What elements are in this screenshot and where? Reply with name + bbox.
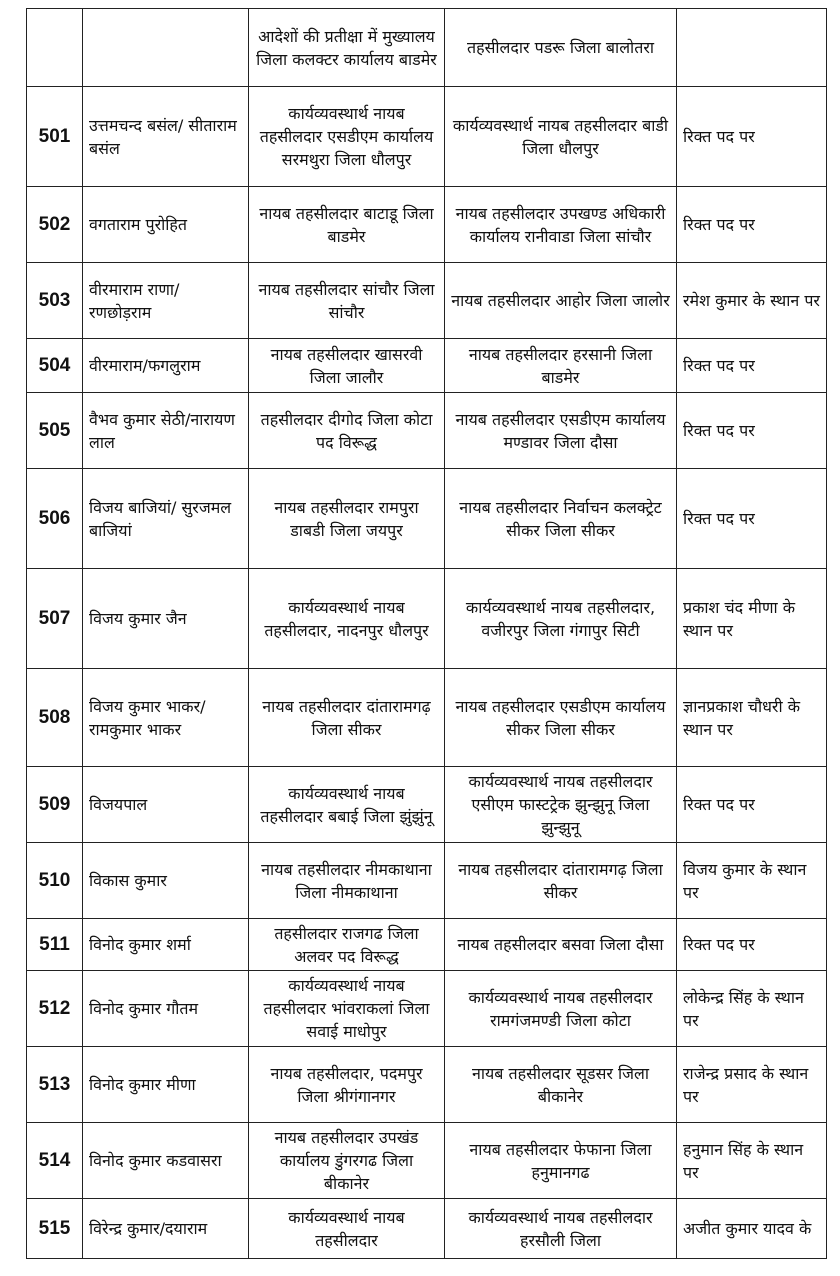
new-posting: नायब तहसीलदार आहोर जिला जालोर xyxy=(445,263,677,339)
remark: रिक्त पद पर xyxy=(677,469,827,569)
serial-number: 511 xyxy=(27,919,83,971)
remark: रिक्त पद पर xyxy=(677,339,827,393)
table-row xyxy=(27,569,827,669)
new-posting: नायब तहसीलदार दांतारामगढ़ जिला सीकर xyxy=(445,843,677,919)
remark xyxy=(677,9,827,87)
remark: रिक्त पद पर xyxy=(677,767,827,843)
current-posting: नायब तहसीलदार बाटाडू जिला बाडमेर xyxy=(249,187,445,263)
remark: अजीत कुमार यादव के xyxy=(677,1199,827,1259)
serial-number: 504 xyxy=(27,339,83,393)
table-row xyxy=(27,263,827,339)
current-posting: नायब तहसीलदार रामपुरा डाबडी जिला जयपुर xyxy=(249,469,445,569)
officer-name: वैभव कुमार सेठी/नारायण लाल xyxy=(83,393,249,469)
remark: हनुमान सिंह के स्थान पर xyxy=(677,1123,827,1199)
current-posting: नायब तहसीलदार दांतारामगढ़ जिला सीकर xyxy=(249,669,445,767)
officer-name: विरेन्द्र कुमार/दयाराम xyxy=(83,1199,249,1259)
current-posting: नायब तहसीलदार, पदमपुर जिला श्रीगंगानगर xyxy=(249,1047,445,1123)
current-posting: कार्यव्यवस्थार्थ नायब तहसीलदार बबाई जिला झुंझुंनू xyxy=(249,767,445,843)
current-posting: कार्यव्यवस्थार्थ नायब तहसीलदार एसडीएम कार्यालय सरमथुरा जिला धौलपुर xyxy=(249,87,445,187)
serial-number: 512 xyxy=(27,971,83,1047)
serial-number: 507 xyxy=(27,569,83,669)
remark: विजय कुमार के स्थान पर xyxy=(677,843,827,919)
new-posting: कार्यव्यवस्थार्थ नायब तहसीलदार एसीएम फास्टट्रेक झुन्झुनू जिला झुन्झुनू xyxy=(445,767,677,843)
new-posting: नायब तहसीलदार एसडीएम कार्यालय सीकर जिला सीकर xyxy=(445,669,677,767)
new-posting: नायब तहसीलदार हरसानी जिला बाडमेर xyxy=(445,339,677,393)
serial-number: 510 xyxy=(27,843,83,919)
new-posting: नायब तहसीलदार निर्वाचन कलक्ट्रेट सीकर जिला सीकर xyxy=(445,469,677,569)
transfer-list-page xyxy=(26,8,826,1259)
remark: राजेन्द्र प्रसाद के स्थान पर xyxy=(677,1047,827,1123)
current-posting: कार्यव्यवस्थार्थ नायब तहसीलदार, नादनपुर धौलपुर xyxy=(249,569,445,669)
officer-name: विनोद कुमार कडवासरा xyxy=(83,1123,249,1199)
serial-number: 508 xyxy=(27,669,83,767)
officer-name: विजय कुमार भाकर/ रामकुमार भाकर xyxy=(83,669,249,767)
table-row xyxy=(27,919,827,971)
officer-name: वीरमाराम/फगलुराम xyxy=(83,339,249,393)
officer-name: विजयपाल xyxy=(83,767,249,843)
new-posting: कार्यव्यवस्थार्थ नायब तहसीलदार हरसौली जिला xyxy=(445,1199,677,1259)
remark: रमेश कुमार के स्थान पर xyxy=(677,263,827,339)
officer-name: विजय बाजियां/ सुरजमल बाजियां xyxy=(83,469,249,569)
table-row xyxy=(27,393,827,469)
current-posting: नायब तहसीलदार उपखंड कार्यालय डुंगरगढ जिला बीकानेर xyxy=(249,1123,445,1199)
table-row xyxy=(27,469,827,569)
current-posting: तहसीलदार दीगोद जिला कोटा पद विरूद्ध xyxy=(249,393,445,469)
new-posting: नायब तहसीलदार उपखण्ड अधिकारी कार्यालय रानीवाडा जिला सांचौर xyxy=(445,187,677,263)
new-posting: नायब तहसीलदार एसडीएम कार्यालय मण्डावर जिला दौसा xyxy=(445,393,677,469)
new-posting: नायब तहसीलदार फेफाना जिला हनुमानगढ xyxy=(445,1123,677,1199)
current-posting: नायब तहसीलदार सांचौर जिला सांचौर xyxy=(249,263,445,339)
serial-number: 514 xyxy=(27,1123,83,1199)
officer-name: विजय कुमार जैन xyxy=(83,569,249,669)
current-posting: तहसीलदार राजगढ जिला अलवर पद विरूद्ध xyxy=(249,919,445,971)
current-posting: कार्यव्यवस्थार्थ नायब तहसीलदार भांवराकलां जिला सवाई माधोपुर xyxy=(249,971,445,1047)
table-row xyxy=(27,669,827,767)
table-row xyxy=(27,87,827,187)
remark: लोकेन्द्र सिंह के स्थान पर xyxy=(677,971,827,1047)
new-posting: तहसीलदार पडरू जिला बालोतरा xyxy=(445,9,677,87)
new-posting: कार्यव्यवस्थार्थ नायब तहसीलदार रामगंजमण्डी जिला कोटा xyxy=(445,971,677,1047)
officer-name: विनोद कुमार मीणा xyxy=(83,1047,249,1123)
officer-name: विनोद कुमार गौतम xyxy=(83,971,249,1047)
new-posting: नायब तहसीलदार सूडसर जिला बीकानेर xyxy=(445,1047,677,1123)
table-row xyxy=(27,843,827,919)
table-row xyxy=(27,9,827,87)
table-row xyxy=(27,339,827,393)
table-row xyxy=(27,1123,827,1199)
serial-number: 505 xyxy=(27,393,83,469)
serial-number: 506 xyxy=(27,469,83,569)
officer-name xyxy=(83,9,249,87)
remark: रिक्त पद पर xyxy=(677,393,827,469)
serial-number: 501 xyxy=(27,87,83,187)
officer-name: विनोद कुमार शर्मा xyxy=(83,919,249,971)
table-row xyxy=(27,971,827,1047)
remark: प्रकाश चंद मीणा के स्थान पर xyxy=(677,569,827,669)
serial-number xyxy=(27,9,83,87)
officer-name: वगताराम पुरोहित xyxy=(83,187,249,263)
table-row xyxy=(27,1199,827,1259)
officer-name: वीरमाराम राणा/ रणछोड़राम xyxy=(83,263,249,339)
current-posting: कार्यव्यवस्थार्थ नायब तहसीलदार xyxy=(249,1199,445,1259)
table-row xyxy=(27,767,827,843)
current-posting: आदेशों की प्रतीक्षा में मुख्यालय जिला कलक्टर कार्यालय बाडमेर xyxy=(249,9,445,87)
table-row xyxy=(27,187,827,263)
current-posting: नायब तहसीलदार खासरवी जिला जालौर xyxy=(249,339,445,393)
table-row xyxy=(27,1047,827,1123)
officer-name: विकास कुमार xyxy=(83,843,249,919)
transfer-table xyxy=(26,8,827,1259)
officer-name: उत्तमचन्द बसंल/ सीताराम बसंल xyxy=(83,87,249,187)
new-posting: कार्यव्यवस्थार्थ नायब तहसीलदार बाडी जिला धौलपुर xyxy=(445,87,677,187)
serial-number: 513 xyxy=(27,1047,83,1123)
serial-number: 509 xyxy=(27,767,83,843)
serial-number: 515 xyxy=(27,1199,83,1259)
current-posting: नायब तहसीलदार नीमकाथाना जिला नीमकाथाना xyxy=(249,843,445,919)
serial-number: 502 xyxy=(27,187,83,263)
remark: ज्ञानप्रकाश चौधरी के स्थान पर xyxy=(677,669,827,767)
new-posting: नायब तहसीलदार बसवा जिला दौसा xyxy=(445,919,677,971)
serial-number: 503 xyxy=(27,263,83,339)
new-posting: कार्यव्यवस्थार्थ नायब तहसीलदार, वजीरपुर जिला गंगापुर सिटी xyxy=(445,569,677,669)
remark: रिक्त पद पर xyxy=(677,87,827,187)
remark: रिक्त पद पर xyxy=(677,919,827,971)
remark: रिक्त पद पर xyxy=(677,187,827,263)
